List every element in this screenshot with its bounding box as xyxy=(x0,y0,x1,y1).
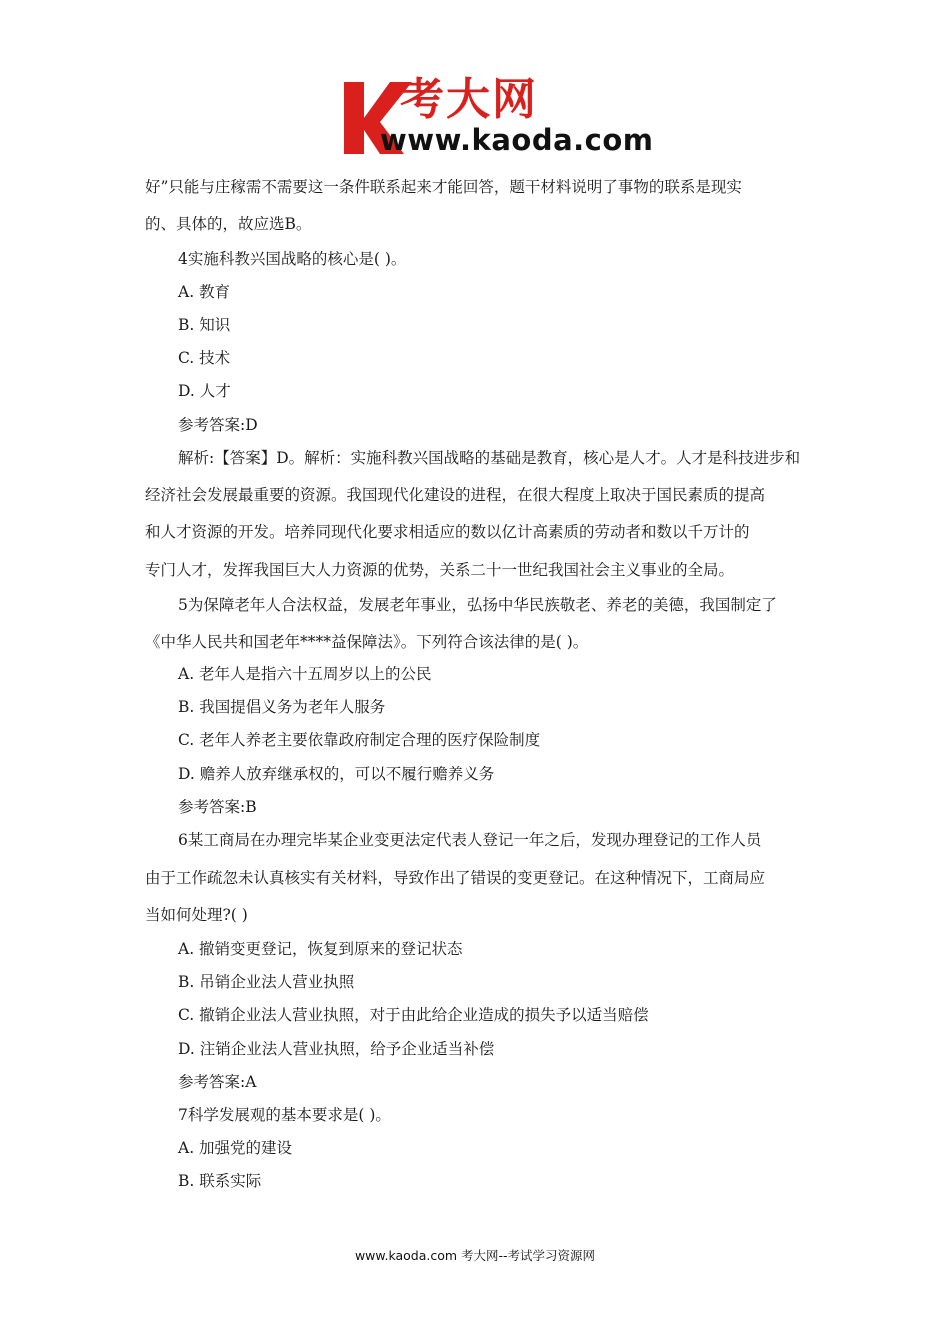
option-c: C. 技术 xyxy=(178,349,231,367)
reference-answer: 参考答案:A xyxy=(178,1073,257,1091)
option-b: B. 我国提倡义务为老年人服务 xyxy=(178,698,386,716)
option-b: B. 知识 xyxy=(178,316,231,334)
logo-url: www.kaoda.com xyxy=(380,123,654,157)
option-c: C. 老年人养老主要依靠政府制定合理的医疗保险制度 xyxy=(178,731,541,749)
option-a: A. 老年人是指六十五周岁以上的公民 xyxy=(178,665,432,683)
logo-chinese-name: 考大网 xyxy=(400,74,538,125)
reference-answer: 参考答案:D xyxy=(178,416,258,434)
question-6-line: 由于工作疏忽未认真核实有关材料，导致作出了错误的变更登记。在这种情况下，工商局应 xyxy=(145,869,766,887)
question-5: 5为保障老年人合法权益，发展老年事业，弘扬中华民族敬老、养老的美德，我国制定了 xyxy=(178,596,777,614)
option-a: A. 加强党的建设 xyxy=(178,1139,293,1157)
option-b: B. 联系实际 xyxy=(178,1172,262,1190)
question-4: 4实施科教兴国战略的核心是( )。 xyxy=(178,250,407,268)
option-c: C. 撤销企业法人营业执照，对于由此给企业造成的损失予以适当赔偿 xyxy=(178,1006,649,1024)
option-d: D. 人才 xyxy=(178,382,231,400)
question-5-line: 《中华人民共和国老年****益保障法》。下列符合该法律的是( )。 xyxy=(145,633,589,651)
option-b: B. 吊销企业法人营业执照 xyxy=(178,973,355,991)
option-d: D. 赡养人放弃继承权的，可以不履行赡养义务 xyxy=(178,765,495,783)
paragraph-line: 好”只能与庄稼需不需要这一条件联系起来才能回答，题干材料说明了事物的联系是现实 xyxy=(145,178,742,196)
option-a: A. 撤销变更登记，恢复到原来的登记状态 xyxy=(178,940,463,958)
explanation-line: 经济社会发展最重要的资源。我国现代化建设的进程，在很大程度上取决于国民素质的提高 xyxy=(145,486,766,504)
question-6: 6某工商局在办理完毕某企业变更法定代表人登记一年之后，发现办理登记的工作人员 xyxy=(178,831,762,849)
explanation-line: 解析:【答案】D。解析：实施科教兴国战略的基础是教育，核心是人才。人才是科技进步和 xyxy=(178,449,801,467)
paragraph-line: 的、具体的，故应选B。 xyxy=(145,215,312,233)
kaoda-logo xyxy=(340,72,660,162)
explanation-line: 专门人才，发挥我国巨大人力资源的优势，关系二十一世纪我国社会主义事业的全局。 xyxy=(145,561,735,579)
option-d: D. 注销企业法人营业执照，给予企业适当补偿 xyxy=(178,1040,495,1058)
question-6-line: 当如何处理?( ) xyxy=(145,906,248,924)
explanation-line: 和人才资源的开发。培养同现代化要求相适应的数以亿计高素质的劳动者和数以千万计的 xyxy=(145,523,750,541)
reference-answer: 参考答案:B xyxy=(178,798,257,816)
question-7: 7科学发展观的基本要求是( )。 xyxy=(178,1106,391,1124)
option-a: A. 教育 xyxy=(178,283,231,301)
page-footer: www.kaoda.com 考大网--考试学习资源网 xyxy=(354,1248,596,1263)
